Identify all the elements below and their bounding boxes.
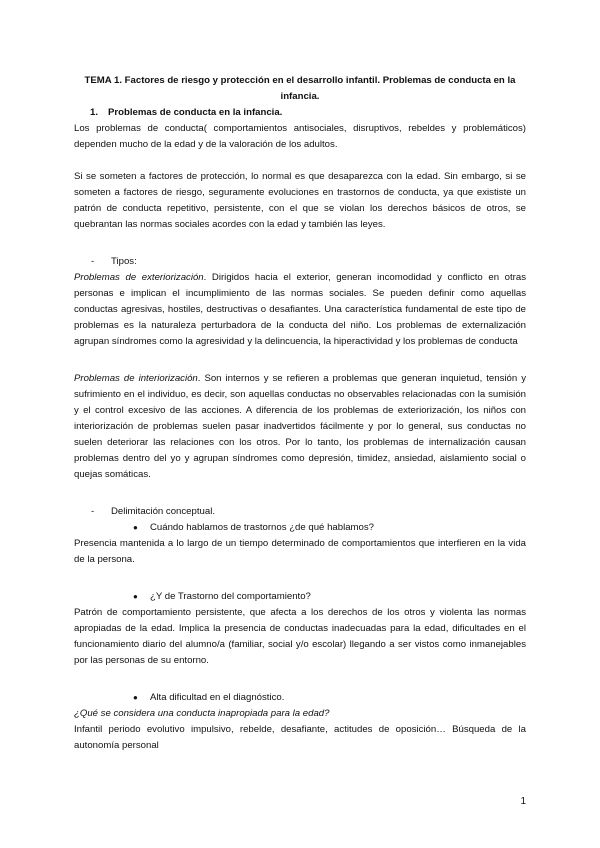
exteriorizacion-term: Problemas de exteriorización [74,272,204,283]
delimitacion-list-item [74,504,526,520]
interiorizacion-term: Problemas de interiorización [74,373,198,384]
answer-1: Presencia mantenida a lo largo de un tiempo determinado de comportamientos que interfieren en la vida de la persona. [74,538,526,565]
question-bullet-2 [74,589,526,605]
delimitacion-label: Delimitación conceptual. [111,506,215,517]
page-number: 1 [520,796,526,807]
exteriorizacion-paragraph [74,270,526,350]
bullet-icon: ● [133,523,138,532]
tipos-list-item [74,254,526,270]
dash-marker: - [91,256,95,267]
answer-2: Patrón de comportamiento persistente, que afecta a los derechos de los otros y violenta las normas apropiadas de la edad. Implica la presencia de conductas inadecuadas para la edad, dificultades en el funcionamiento diario del alumno/a (familiar, social y/o escolar) llegando a ser vistos como inmanejables por las personas de su entorno. [74,607,526,666]
document-title: TEMA 1. Factores de riesgo y protección en el desarrollo infantil. Problemas de conducta en la infancia. [84,75,516,102]
question-bullet-1 [74,520,526,536]
protection-paragraph: Si se someten a factores de protección, lo normal es que desaparezca con la edad. Sin embargo, si se someten a factores de riesgo, seguramente evoluciones en trastornos de conducta, ya que exististe un patrón de conducta repetitivo, persistente, con el que se violan los derechos básicos de otros, se quebrantan las normas sociales acordes con la edad y también las leyes. [74,171,526,230]
exteriorizacion-text: . Dirigidos hacia el exterior, generan incomodidad y conflicto en otras personas e implican el incumplimiento de las normas sociales. Se pueden definir como aquellas conductas agresivas, hostiles, destructivas o desafiantes. Una característica fundamental de este tipo de problemas es la naturaleza perturbadora de la conducta del niño. Los problemas de externalización agrupan síndromes como la agresividad y la delincuencia, la hiperactividad y los problemas de conducta [74,272,526,347]
tipos-label: Tipos: [111,256,137,267]
question-bullet-3 [74,690,526,706]
document-page [74,73,526,754]
question-1: Cuándo hablamos de trastornos ¿de qué hablamos? [150,522,374,533]
dash-marker: - [91,506,95,517]
bullet-icon: ● [133,592,138,601]
question-2: ¿Y de Trastorno del comportamiento? [150,591,311,602]
answer-3: Infantil periodo evolutivo impulsivo, rebelde, desafiante, actitudes de oposición… Búsqueda de la autonomía personal [74,724,526,751]
interiorizacion-paragraph [74,371,526,483]
interiorizacion-text: . Son internos y se refieren a problemas que generan inquietud, tensión y sufrimiento en el individuo, es decir, son aquellas conductas no observables relacionadas con la sumisión y el control excesivo de las acciones. A diferencia de los problemas de exteriorización, los niños con interiorización de problemas suelen pasar inadvertidos fácilmente y por lo general, sus conductas no suelen deteriorar las relaciones con los otros. Por lo tanto, los problemas de internalización causan problemas dentro del yo y agrupan síndromes como depresión, timidez, ansiedad, aislamiento social o quejas somáticas. [74,373,527,480]
section-heading [74,105,526,121]
question-3: Alta dificultad en el diagnóstico. [150,692,285,703]
section-number: 1. [90,107,99,118]
italic-question: ¿Qué se considera una conducta inapropiada para la edad? [74,708,330,719]
intro-paragraph: Los problemas de conducta( comportamientos antisociales, disruptivos, rebeldes y problemáticos) dependen mucho de la edad y de la valoración de los adultos. [74,123,526,150]
section-heading-text: Problemas de conducta en la infancia. [108,107,283,118]
bullet-icon: ● [133,693,138,702]
